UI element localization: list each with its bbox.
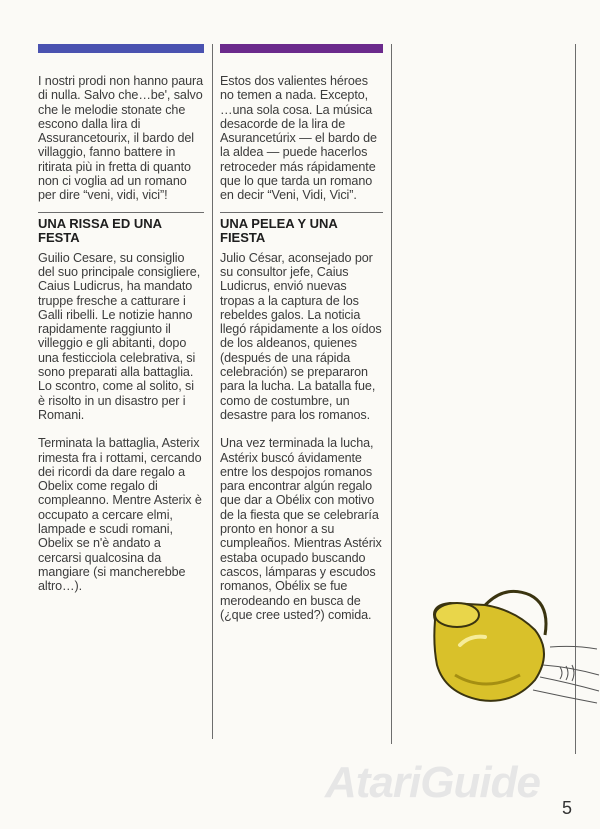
spanish-column <box>220 44 383 622</box>
spanish-paragraph-2: Una vez terminada la lucha, Astérix buscó ávidamente entre los despojos romanos para encontrar algún regalo que dar a Obélix con motivo de la fiesta que se celebraría pronto en honor a su cumpleaños. Mientras Astérix estaba ocupado buscando cascos, lámparas y escudos romanos, Obélix se fue merodeando en busca de (¿que cree usted?) comida. <box>220 436 382 622</box>
italian-heading-rule <box>38 212 204 213</box>
spanish-paragraph-1: Julio César, aconsejado por su consultor jefe, Caius Ludicrus, envió nuevas tropas a la captura de los rebeldes galos. La noticia llegó rápidamente a los oídos de los aldeanos, quienes (después de una rápida celebración) se prepararon para la lucha. La batalla fue, como de costumbre, un desastre para los romanos. <box>220 250 382 422</box>
spanish-intro: Estos dos valientes héroes no temen a nada. Excepto, …una sola cosa. La música desacorde de la lira de Asurancetúrix — el bardo de la aldea — puede hacerlos retroceder más rápidamente que lo que tarda un romano en decir “Veni, Vidi, Vici”. <box>220 74 377 203</box>
italian-column <box>38 44 204 594</box>
italian-color-bar <box>38 44 204 53</box>
italian-intro: I nostri prodi non hanno paura di nulla. Salvo che…be', salvo che le melodie stonate che escono dalla lira di Assurancetourix, il bardo del villaggio, fanno battere in ritirata più in fretta di quanto non ci voglia ad un romano per dire “veni, vidi, vici”! <box>38 74 204 203</box>
atariguide-watermark: AtariGuide <box>325 758 540 807</box>
flying-pot-illustration <box>425 575 600 710</box>
column-divider-middle <box>391 44 392 744</box>
spanish-heading-rule <box>220 212 383 213</box>
spanish-color-bar <box>220 44 383 53</box>
italian-paragraph-1: Guilio Cesare, su consiglio del suo principale consigliere, Caius Ludicrus, ha mandato truppe fresche a catturare i Galli ribelli. Le notizie hanno rapidamente raggiunto il villeggio e gli abitanti, dopo una festicciola celebrativa, si sono preparati alla battaglia. Lo scontro, come al solito, si è risolto in un disastro per i Romani. <box>38 250 201 422</box>
column-divider-left <box>212 44 213 739</box>
spanish-heading: UNA PELEA Y UNA FIESTA <box>220 215 338 245</box>
pot-rim <box>435 603 479 627</box>
italian-heading: UNA RISSA ED UNA FESTA <box>38 215 162 245</box>
italian-paragraph-2: Terminata la battaglia, Asterix rimesta fra i rottami, cercando dei ricordi da dare regalo a Obelix come regalo di compleanno. Mentre Asterix è occupato a cercare elmi, lampade e scudi romani, Obelix se n'è andato a cercarsi qualcosina da mangiare (si mancherebbe altro…). <box>38 436 202 594</box>
page-number: 5 <box>562 798 573 818</box>
